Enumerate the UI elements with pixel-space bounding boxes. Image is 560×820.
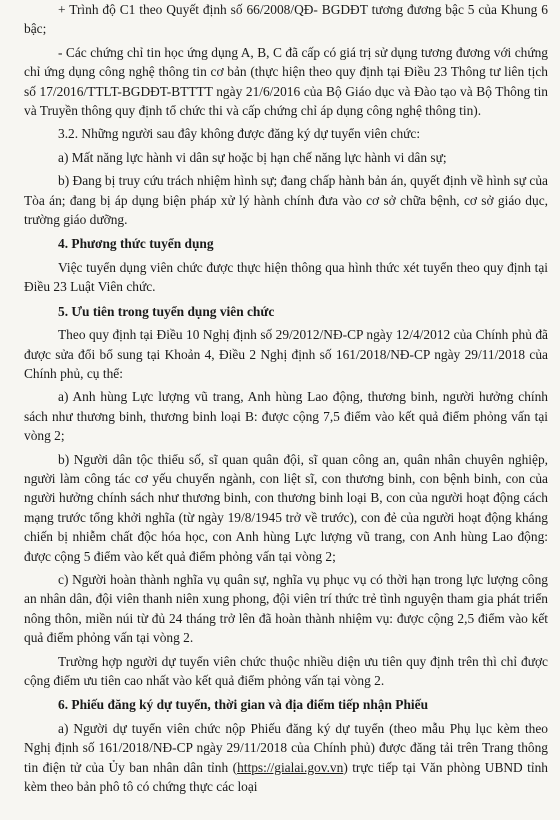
paragraph-section-6-a-end: ) trực tiếp tại Văn phòng UBND tỉnh kèm theo bản phô tô có chứng thực các loại: [24, 759, 549, 795]
heading-section-5: 5. Ưu tiên trong tuyển dụng viên chức: [58, 303, 275, 319]
paragraph-priority-b: b) Người dân tộc thiểu số, sĩ quan quân đội, sĩ quan công an, quân nhân chuyên nghiệp, người làm công tác cơ yếu chuyển ngành, con liệt sĩ, con thương binh, con bệnh binh, con của người hưởng chính sách như thương binh, con thương binh loại B, con của người hoạt động cách mạng trước tổng khởi nghĩa (từ ngày 19/8/1945 trở về trước), con đẻ của người hoạt động kháng chiến bị nhiễm chất độc hóa học, con Anh hùng Lực lượng vũ trang, con Anh hùng Lao động: được cộng 5 điểm vào kết quả điểm phỏng vấn tại vòng 2;: [24, 451, 548, 564]
paragraph-3-2-a: a) Mất năng lực hành vi dân sự hoặc bị hạn chế năng lực hành vi dân sự;: [58, 149, 447, 165]
paragraph-priority-a: a) Anh hùng Lực lượng vũ trang, Anh hùng Lao động, thương binh, người hưởng chính sách như thương binh, thương binh loại B: được cộng 7,5 điểm vào kết quả điểm phỏng vấn tại vòng 2;: [24, 389, 548, 444]
paragraph-section-5-intro: Theo quy định tại Điều 10 Nghị định số 29/2012/NĐ-CP ngày 12/4/2012 của Chính phủ đã được sửa đổi bổ sung tại Khoản 4, Điều 2 Nghị định số 161/2018/NĐ-CP ngày 29/11/2018 của Chính phủ, cụ thể:: [24, 327, 548, 381]
paragraph-priority-multiple: Trường hợp người dự tuyển viên chức thuộc nhiều diện ưu tiên quy định trên thì chỉ được cộng điểm ưu tiên cao nhất vào kết quả điểm phỏng vấn tại vòng 2.: [24, 653, 548, 688]
gialai-website-link[interactable]: https://gialai.gov.vn: [237, 759, 344, 775]
paragraph-section-6-a-start: a) Người dự tuyển viên chức nộp Phiếu đăng ký dự tuyển (theo mẫu Phụ lục kèm theo Nghị định số 161/2018/NĐ-CP ngày 29/11/2018 của Chính phủ) được đăng tải trên Trang thông tin điện tử của Ủy ban nhân dân tỉnh (: [24, 720, 548, 775]
paragraph-section-4-body: Việc tuyển dụng viên chức được thực hiện thông qua hình thức xét tuyển theo quy định tại Điều 23 Luật Viên chức.: [24, 259, 548, 295]
heading-section-4: 4. Phương thức tuyển dụng: [58, 236, 214, 252]
paragraph-priority-c: c) Người hoàn thành nghĩa vụ quân sự, nghĩa vụ phục vụ có thời hạn trong lực lượng công an nhân dân, đội viên thanh niên xung phong, đội viên trí thức trẻ tình nguyện tham gia phát triển nông thôn, miền núi từ đủ 24 tháng trở lên đã hoàn thành nhiệm vụ: được cộng 2,5 điểm vào kết quả điểm phỏng vấn tại vòng 2.: [24, 571, 548, 646]
paragraph-3-2-b: b) Đang bị truy cứu trách nhiệm hình sự; đang chấp hành bản án, quyết định về hình sự của Tòa án; đang bị áp dụng biện pháp xử lý hành chính đưa vào cơ sở chữa bệnh, cơ sở giáo dục, trường giáo dưỡng.: [24, 173, 548, 228]
paragraph-it-certificates: - Các chứng chỉ tin học ứng dụng A, B, C đã cấp có giá trị sử dụng tương đương với chứng chỉ ứng dụng công nghệ thông tin cơ bản (thực hiện theo quy định tại Điều 23 Thông tư liên tịch số 17/2016/TTLT-BGDĐT-BTTTT ngày 21/6/2016 của Bộ Giáo dục và Đào tạo và Bộ Thông tin và Truyền thông quy định tổ chức thi và cấp chứng chỉ áp dụng công nghệ thông tin).: [24, 44, 548, 119]
heading-section-6: 6. Phiếu đăng ký dự tuyển, thời gian và địa điểm tiếp nhận Phiếu: [58, 697, 429, 713]
paragraph-section-6-a: [24, 719, 548, 797]
paragraph-3-2-ineligible: 3.2. Những người sau đây không được đăng ký dự tuyển viên chức:: [58, 126, 421, 142]
paragraph-c1-level: + Trình độ C1 theo Quyết định số 66/2008/QĐ- BGDĐT tương đương bậc 5 của Khung 6 bậc;: [24, 2, 548, 37]
